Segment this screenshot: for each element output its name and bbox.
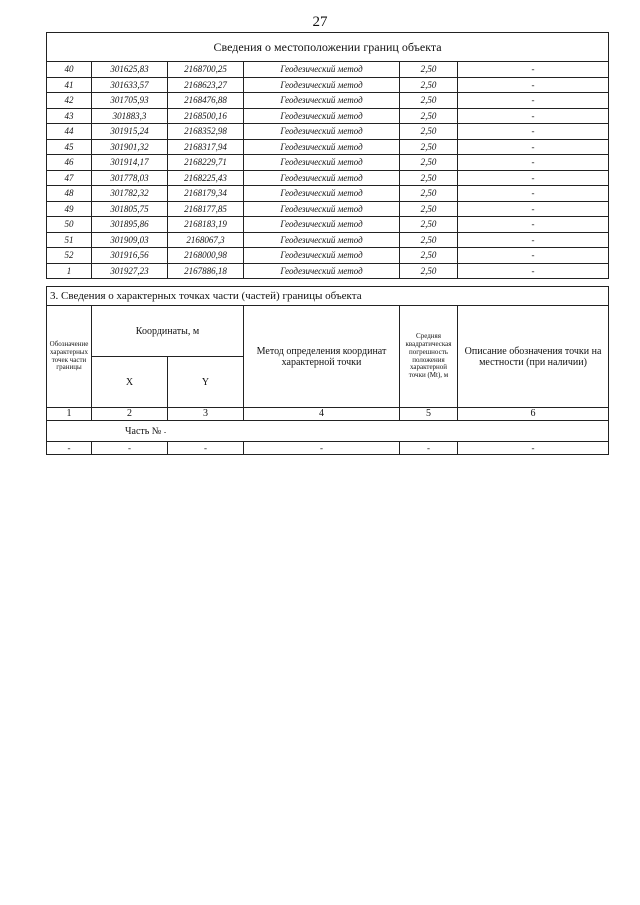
method-cell: Геодезический метод: [244, 124, 400, 140]
table-row: [47, 201, 609, 217]
x-coordinate-cell: 301883,3: [92, 108, 168, 124]
part-number: -: [163, 427, 167, 436]
point-number-cell: 51: [47, 232, 92, 248]
point-number-cell: 40: [47, 62, 92, 78]
table-row: [47, 186, 609, 202]
method-cell: Геодезический метод: [244, 263, 400, 279]
table-row: [47, 155, 609, 171]
column-number: 3: [168, 408, 244, 421]
column-number: 6: [458, 408, 609, 421]
method-cell: Геодезический метод: [244, 217, 400, 233]
description-cell: -: [458, 170, 609, 186]
method-cell: Геодезический метод: [244, 155, 400, 171]
y-coordinate-cell: 2168067,3: [168, 232, 244, 248]
point-number-cell: 49: [47, 201, 92, 217]
header-method: Метод определения координат характерной точки: [244, 306, 400, 408]
method-cell: Геодезический метод: [244, 248, 400, 264]
header-description: Описание обозначения точки на местности (при наличии): [458, 306, 609, 408]
header-accuracy: Средняя квадратическая погрешность положения характерной точки (Mt), м: [400, 306, 458, 408]
method-cell: Геодезический метод: [244, 93, 400, 109]
description-cell: -: [458, 155, 609, 171]
description-cell: -: [458, 77, 609, 93]
y-coordinate-cell: 2168700,25: [168, 62, 244, 78]
accuracy-cell: 2,50: [400, 93, 458, 109]
column-number: 4: [244, 408, 400, 421]
method-cell: Геодезический метод: [244, 201, 400, 217]
method-cell: Геодезический метод: [244, 77, 400, 93]
table-row: [47, 108, 609, 124]
accuracy-cell: 2,50: [400, 186, 458, 202]
x-coordinate-cell: 301895,86: [92, 217, 168, 233]
method-cell: Геодезический метод: [244, 62, 400, 78]
description-cell: -: [458, 62, 609, 78]
x-coordinate-cell: 301901,32: [92, 139, 168, 155]
point-number-cell: 44: [47, 124, 92, 140]
y-coordinate-cell: 2168500,16: [168, 108, 244, 124]
description-cell: -: [458, 232, 609, 248]
y-coordinate-cell: 2168000,98: [168, 248, 244, 264]
header-y: Y: [168, 357, 244, 408]
y-coordinate-cell: 2168623,27: [168, 77, 244, 93]
table-row: [47, 124, 609, 140]
method-cell: Геодезический метод: [244, 108, 400, 124]
x-coordinate-cell: 301915,24: [92, 124, 168, 140]
boundary-table-title: Сведения о местоположении границ объекта: [47, 33, 609, 62]
x-coordinate-cell: 301705,93: [92, 93, 168, 109]
point-number-cell: 1: [47, 263, 92, 279]
boundary-table: [46, 32, 609, 279]
point-number-cell: 47: [47, 170, 92, 186]
method-cell: Геодезический метод: [244, 232, 400, 248]
y-coordinate-cell: 2167886,18: [168, 263, 244, 279]
x-coordinate-cell: 301625,83: [92, 62, 168, 78]
point-number-cell: 45: [47, 139, 92, 155]
column-number: 2: [92, 408, 168, 421]
empty-cell: -: [47, 442, 92, 455]
empty-cell: -: [168, 442, 244, 455]
description-cell: -: [458, 248, 609, 264]
empty-cell: -: [244, 442, 400, 455]
table-row: [47, 62, 609, 78]
description-cell: -: [458, 201, 609, 217]
accuracy-cell: 2,50: [400, 263, 458, 279]
table-row: [47, 263, 609, 279]
description-cell: -: [458, 124, 609, 140]
y-coordinate-cell: 2168317,94: [168, 139, 244, 155]
method-cell: Геодезический метод: [244, 186, 400, 202]
empty-cell: -: [92, 442, 168, 455]
x-coordinate-cell: 301909,03: [92, 232, 168, 248]
description-cell: -: [458, 139, 609, 155]
x-coordinate-cell: 301778,03: [92, 170, 168, 186]
table-row: [47, 139, 609, 155]
x-coordinate-cell: 301927,23: [92, 263, 168, 279]
point-number-cell: 48: [47, 186, 92, 202]
header-coordinates: Координаты, м: [92, 306, 244, 357]
description-cell: -: [458, 93, 609, 109]
section-title: 3. Сведения о характерных точках части (частей) границы объекта: [47, 287, 609, 306]
x-coordinate-cell: 301805,75: [92, 201, 168, 217]
accuracy-cell: 2,50: [400, 232, 458, 248]
accuracy-cell: 2,50: [400, 201, 458, 217]
y-coordinate-cell: 2168179,34: [168, 186, 244, 202]
header-x: X: [92, 357, 168, 408]
point-number-cell: 41: [47, 77, 92, 93]
method-cell: Геодезический метод: [244, 139, 400, 155]
description-cell: -: [458, 263, 609, 279]
table-row: [47, 77, 609, 93]
table-row: [47, 232, 609, 248]
y-coordinate-cell: 2168476,88: [168, 93, 244, 109]
accuracy-cell: 2,50: [400, 62, 458, 78]
x-coordinate-cell: 301782,32: [92, 186, 168, 202]
part-label: Часть №: [125, 425, 164, 437]
y-coordinate-cell: 2168225,43: [168, 170, 244, 186]
table-row: [47, 217, 609, 233]
y-coordinate-cell: 2168352,98: [168, 124, 244, 140]
description-cell: -: [458, 217, 609, 233]
page-number: 27: [312, 14, 328, 30]
accuracy-cell: 2,50: [400, 155, 458, 171]
x-coordinate-cell: 301914,17: [92, 155, 168, 171]
x-coordinate-cell: 301916,56: [92, 248, 168, 264]
x-coordinate-cell: 301633,57: [92, 77, 168, 93]
accuracy-cell: 2,50: [400, 124, 458, 140]
description-cell: -: [458, 108, 609, 124]
table-row: [47, 248, 609, 264]
accuracy-cell: 2,50: [400, 108, 458, 124]
point-number-cell: 43: [47, 108, 92, 124]
column-number: 1: [47, 408, 92, 421]
accuracy-cell: 2,50: [400, 217, 458, 233]
header-point-designation: Обозначение характерных точек части границы: [47, 306, 92, 408]
table-row: [47, 170, 609, 186]
y-coordinate-cell: 2168229,71: [168, 155, 244, 171]
accuracy-cell: 2,50: [400, 170, 458, 186]
accuracy-cell: 2,50: [400, 248, 458, 264]
point-number-cell: 42: [47, 93, 92, 109]
point-number-cell: 46: [47, 155, 92, 171]
method-cell: Геодезический метод: [244, 170, 400, 186]
table-row: [47, 93, 609, 109]
part-points-table: [46, 286, 609, 455]
description-cell: -: [458, 186, 609, 202]
empty-cell: -: [400, 442, 458, 455]
accuracy-cell: 2,50: [400, 139, 458, 155]
point-number-cell: 52: [47, 248, 92, 264]
part-label-row: [47, 421, 609, 442]
empty-cell: -: [458, 442, 609, 455]
y-coordinate-cell: 2168177,85: [168, 201, 244, 217]
column-number: 5: [400, 408, 458, 421]
y-coordinate-cell: 2168183,19: [168, 217, 244, 233]
point-number-cell: 50: [47, 217, 92, 233]
accuracy-cell: 2,50: [400, 77, 458, 93]
